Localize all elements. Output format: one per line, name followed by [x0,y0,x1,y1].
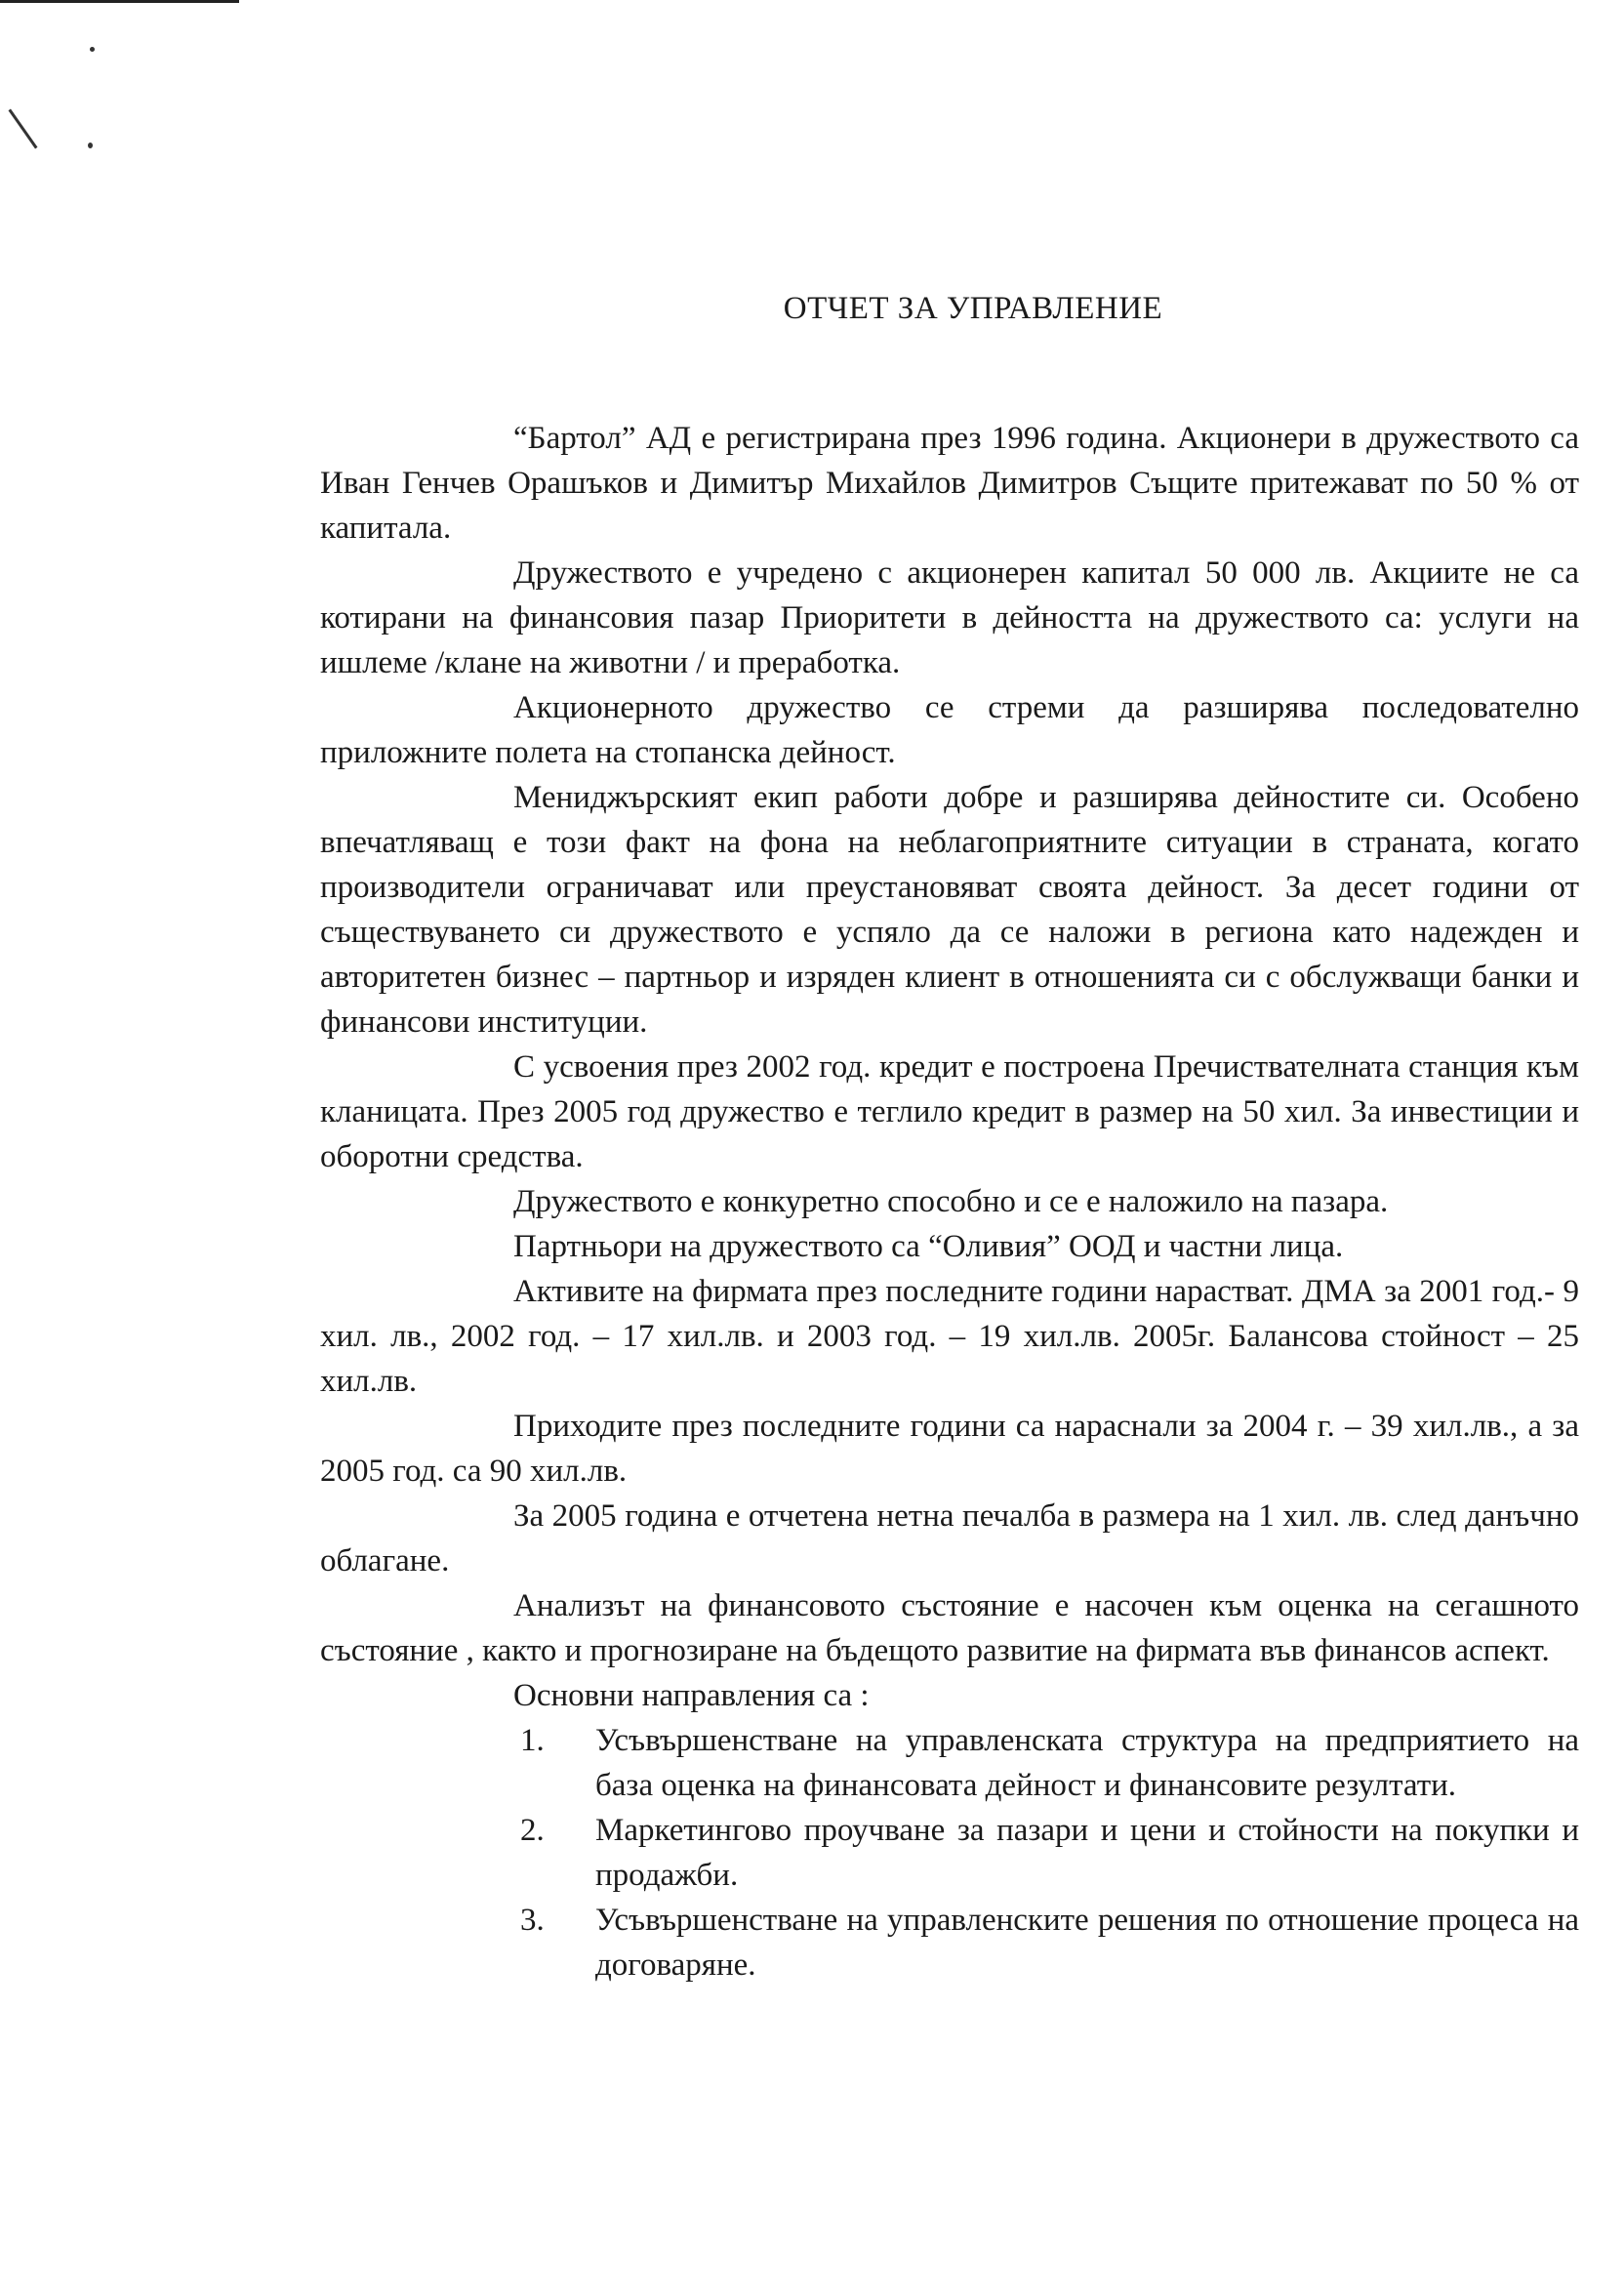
list-item-text: Маркетингово проучване за пазари и цени и стойности на покупки и продажби. [595,1813,1579,1893]
list-item-number: 1. [520,1723,545,1758]
paragraph: Дружеството е конкуретно способно и се е наложило на пазара. [513,1184,1389,1219]
paragraph: Акционерното дружество се стреми да разширява последователно приложните полета на стопанска дейност. [320,690,1579,770]
document-title: ОТЧЕТ ЗА УПРАВЛЕНИЕ [783,291,1163,326]
paragraph: Мениджърският екип работи добре и разширява дейностите си. Особено впечатляващ е този факт на фона на неблагоприятните ситуации в страната, когато производители ограничават или преустановяват своята дейност. За десет години от съществуването си дружеството е успяло да се наложи в региона като надежден и авторитетен бизнес – партньор и изряден клиент в отношенията си с обслужващи банки и финансови институции. [320,780,1579,1040]
scan-pen-mark [9,108,38,148]
paragraph: С усвоения през 2002 год. кредит е построена Пречиствателната станция към кланицата. През 2005 год дружество е теглило кредит в размер на 50 хил. За инвестиции и оборотни средства. [320,1049,1579,1174]
scan-speck [88,143,93,148]
scan-edge-line [0,0,239,3]
list-item [320,1718,1579,1808]
list-item-number: 3. [520,1903,545,1938]
list-intro: Основни направления са : [513,1678,870,1713]
paragraph: Анализът на финансовото състояние е насочен към оценка на сегашното състояние , както и прогнозиране на бъдещото развитие на фирмата във финансов аспект. [320,1588,1579,1668]
list-item-text: Усъвършенстване на управленската структура на предприятието на база оценка на финансовата дейност и финансовите резултати. [595,1723,1579,1803]
scan-speck [90,47,95,52]
list-item-number: 2. [520,1813,545,1848]
paragraph: “Бартол” АД е регистрирана през 1996 година. Акционери в дружеството са Иван Генчев Орашъков и Димитър Михайлов Димитров Същите притежават по 50 % от капитала. [320,421,1579,546]
document-body [320,416,1579,1988]
paragraph: Партньори на дружеството са “Оливия” ООД и частни лица. [513,1229,1344,1264]
list-item [320,1808,1579,1898]
paragraph: Приходите през последните години са нараснали за 2004 г. – 39 хил.лв., а за 2005 год. са 90 хил.лв. [320,1409,1579,1489]
paragraph: Дружеството е учредено с акционерен капитал 50 000 лв. Акциите не са котирани на финансовия пазар Приоритети в дейността на дружеството са: услуги на ишлеме /клане на животни / и преработка. [320,555,1579,680]
list-item [320,1898,1579,1988]
paragraph: Активите на фирмата през последните години нарастват. ДМА за 2001 год.- 9 хил. лв., 2002 год. – 17 хил.лв. и 2003 год. – 19 хил.лв. 2005г. Балансова стойност – 25 хил.лв. [320,1274,1579,1399]
directions-list [320,1718,1579,1988]
list-item-text: Усъвършенстване на управленските решения по отношение процеса на договаряне. [595,1903,1579,1983]
paragraph: За 2005 година е отчетена нетна печалба в размера на 1 хил. лв. след данъчно облагане. [320,1498,1579,1578]
